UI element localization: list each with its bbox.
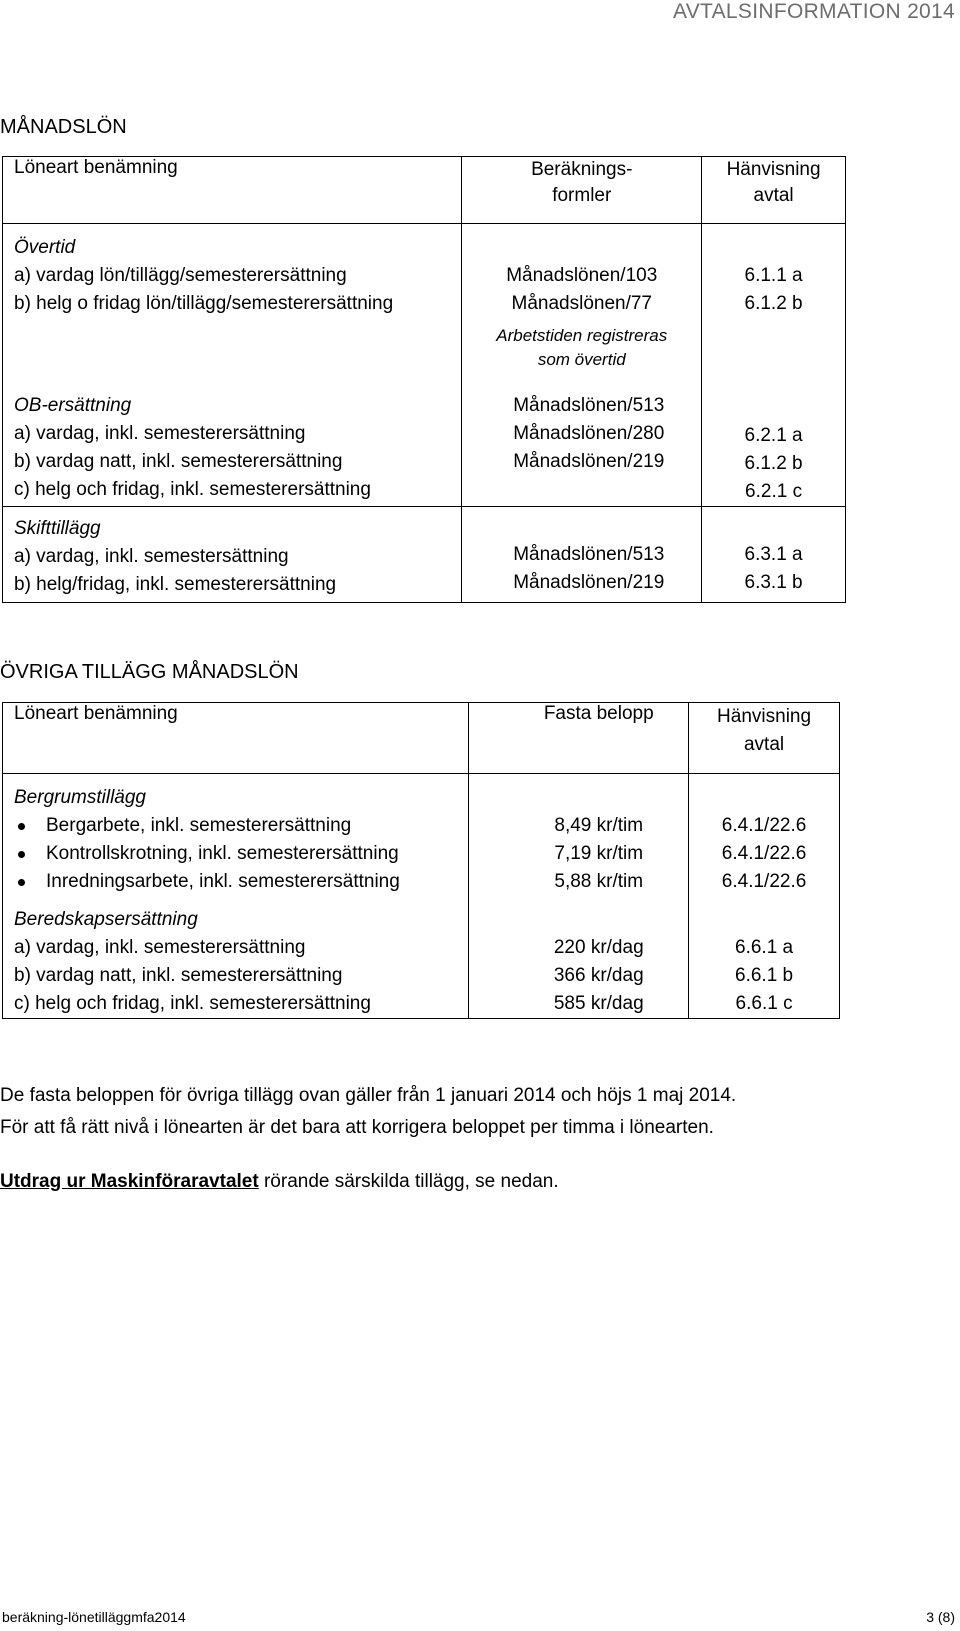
- overtid-note: Arbetstiden registreras: [496, 326, 668, 345]
- utdrag-title: Utdrag ur Maskinföraravtalet: [0, 1171, 259, 1192]
- manadslon-table: [2, 156, 846, 603]
- list-item: b) vardag natt, inkl. semesterersättning: [14, 451, 343, 472]
- skift-label: Skifttillägg: [14, 518, 101, 539]
- list-item: c) helg och fridag, inkl. semesterersättning: [14, 479, 371, 500]
- overtid-label: Övertid: [14, 237, 76, 258]
- list-item: b) helg o fridag lön/tillägg/semesterersättning: [14, 293, 394, 314]
- list-item: c) helg och fridag, inkl. semesterersättning: [14, 993, 371, 1014]
- overtid-cell: [3, 224, 462, 507]
- tillagg-cell: [3, 774, 469, 1019]
- bered-label: Beredskapsersättning: [14, 909, 198, 930]
- skift-cell: [3, 507, 462, 603]
- list-item: a) vardag, inkl. semestersättning: [14, 546, 289, 567]
- column-header-ref: Hänvisning avtal: [689, 703, 840, 774]
- column-header-formula: Beräknings- formler: [462, 157, 702, 224]
- skift-formula-cell: Månadslönen/513 Månadslönen/219: [462, 507, 702, 603]
- list-item: Bergarbete, inkl. semesterersättning: [14, 812, 468, 840]
- amount-cell: 8,49 kr/tim 7,19 kr/tim 5,88 kr/tim 220 kr/dag 366 kr/dag 585 kr/dag: [469, 774, 689, 1019]
- note-paragraph: De fasta beloppen för övriga tillägg ovan gäller från 1 januari 2014 och höjs 1 maj 2014. För att få rätt nivå i lönearten är det bara att korrigera beloppet per timma i lönearten.: [0, 1085, 737, 1138]
- berg-label: Bergrumstillägg: [14, 787, 146, 808]
- ovriga-tillagg-table: [2, 702, 840, 1019]
- column-header-name: Löneart benämning: [3, 157, 462, 224]
- section-title-ovriga: ÖVRIGA TILLÄGG MÅNADSLÖN: [0, 661, 299, 683]
- column-header-amount: Fasta belopp: [469, 703, 689, 774]
- ref-cell: 6.4.1/22.6 6.4.1/22.6 6.4.1/22.6 6.6.1 a 6.6.1 b 6.6.1 c: [689, 774, 840, 1019]
- running-header: AVTALSINFORMATION 2014: [673, 0, 955, 23]
- skift-ref-cell: 6.3.1 a 6.3.1 b: [702, 507, 846, 603]
- list-item: b) vardag natt, inkl. semesterersättning: [14, 965, 343, 986]
- utdrag-line: Utdrag ur Maskinföraravtalet rörande särskilda tillägg, se nedan.: [0, 1171, 559, 1192]
- ob-label: OB-ersättning: [14, 395, 132, 416]
- list-item: b) helg/fridag, inkl. semesterersättning: [14, 574, 337, 595]
- footer-filename: beräkning-lönetilläggmfa2014: [2, 1609, 186, 1625]
- list-item: Inredningsarbete, inkl. semesterersättning: [14, 868, 468, 896]
- column-header-ref: Hänvisning avtal: [702, 157, 846, 224]
- overtid-formula-cell: Månadslönen/103 Månadslönen/77 Arbetstiden registreras som övertid Månadslönen/513 Månadslönen/280 Månadslönen/219: [462, 224, 702, 507]
- column-header-name: Löneart benämning: [3, 703, 469, 774]
- list-item: Kontrollskrotning, inkl. semesterersättning: [14, 840, 468, 868]
- page-number: 3 (8): [926, 1609, 955, 1625]
- list-item: a) vardag, inkl. semesterersättning: [14, 423, 306, 444]
- overtid-ref-cell: 6.1.1 a 6.1.2 b 6.2.1 a 6.1.2 b 6.2.1 c: [702, 224, 846, 507]
- list-item: a) vardag lön/tillägg/semesterersättning: [14, 265, 347, 286]
- list-item: a) vardag, inkl. semesterersättning: [14, 937, 306, 958]
- section-title-manadslon: MÅNADSLÖN: [0, 116, 127, 138]
